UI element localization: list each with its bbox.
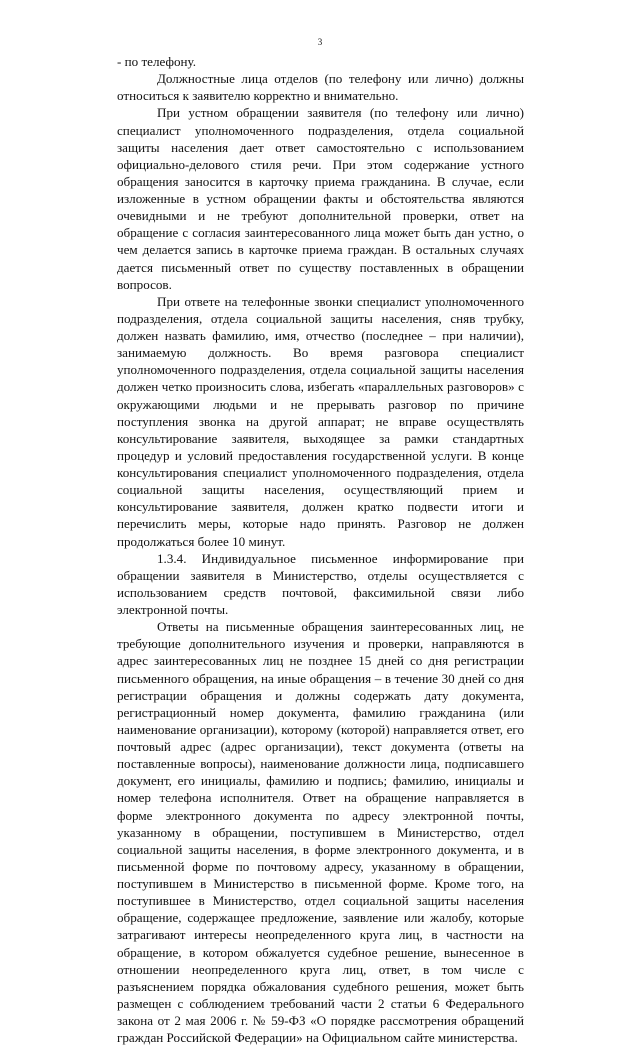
paragraph-oral-appeal: При устном обращении заявителя (по телефону или лично) специалист уполномоченного подразделения, отдела социальной защиты населения дает ответ самостоятельно с использованием официально-делового стиля речи. При этом содержание устного обращения заносится в карточку приема гражданина. В случае, если изложенные в устном обращении факты и обстоятельства являются очевидными и не требуют дополнительной проверки, ответ на обращение с согласия заинтересованного лица может быть дан устно, о чем делается запись в карточке приема граждан. В остальных случаях дается письменный ответ по существу поставленных в обращении вопросов. (117, 105, 524, 292)
document-body (117, 53, 524, 1046)
paragraph-officials-conduct: Должностные лица отделов (по телефону или лично) должны относиться к заявителю корректно и внимательно. (117, 71, 524, 104)
page-number: 3 (317, 37, 323, 47)
paragraph-section-1-3-4: 1.3.4. Индивидуальное письменное информирование при обращении заявителя в Министерство, отделы осуществляется с использованием средств почтовой, факсимильной связи либо электронной почты. (117, 550, 524, 617)
paragraph-phone-item: - по телефону. (117, 54, 197, 69)
paragraph-phone-calls: При ответе на телефонные звонки специалист уполномоченного подразделения, отдела социальной защиты населения, сняв трубку, должен назвать фамилию, имя, отчество (последнее – при наличии), занимаемую должность. Во время разговора специалист уполномоченного подразделения, отдела социальной защиты населения должен четко произносить слова, избегать «параллельных разговоров» с окружающими людьми и не прерывать разговор по причине поступления звонка на другой аппарат; не вправе осуществлять консультирование заявителя, выходящее за рамки стандартных процедур и условий предоставления государственной услуги. В конце консультирования специалист уполномоченного подразделения, отдела социальной защиты населения, осуществляющий прием и консультирование заявителя, должен кратко подвести итоги и перечислить меры, которые надо принять. Разговор не должен продолжаться более 10 минут. (117, 293, 524, 549)
paragraph-written-replies: Ответы на письменные обращения заинтересованных лиц, не требующие дополнительного изучения и проверки, направляются в адрес заинтересованных лиц не позднее 15 дней со дня регистрации письменного обращения, на иные обращения – в течение 30 дней со дня регистрации обращения и должны содержать дату документа, регистрационный номер документа, фамилию гражданина (или наименование организации), которому (которой) направляется ответ, его почтовый адрес (адрес организации), текст документа (ответы на поставленные вопросы), наименование должности лица, подписавшего документ, его инициалы, фамилию и подпись; фамилию, инициалы и номер телефона исполнителя. Ответ на обращение направляется в форме электронного документа по адресу электронной почты, указанному в обращении, поступившем в Министерство, отдел социальной защиты населения, в форме электронного документа, и в письменной форме по почтовому адресу, указанному в обращении, поступившем в Министерство в письменной форме. Кроме того, на поступившее в Министерство, отдел социальной защиты населения обращение, содержащее предложение, заявление или жалобу, которые затрагивают интересы неопределенного круга лиц, в частности на обращение, в котором обжалуется судебное решение, вынесенное в отношении неопределенного круга лиц, ответ, в том числе с разъяснением порядка обжалования судебного решения, может быть размещен с соблюдением требований части 2 статьи 6 Федерального закона от 2 мая 2006 г. № 59-ФЗ «О порядке рассмотрения обращений граждан Российской Федерации» на Официальном сайте министерства. (117, 619, 524, 1046)
